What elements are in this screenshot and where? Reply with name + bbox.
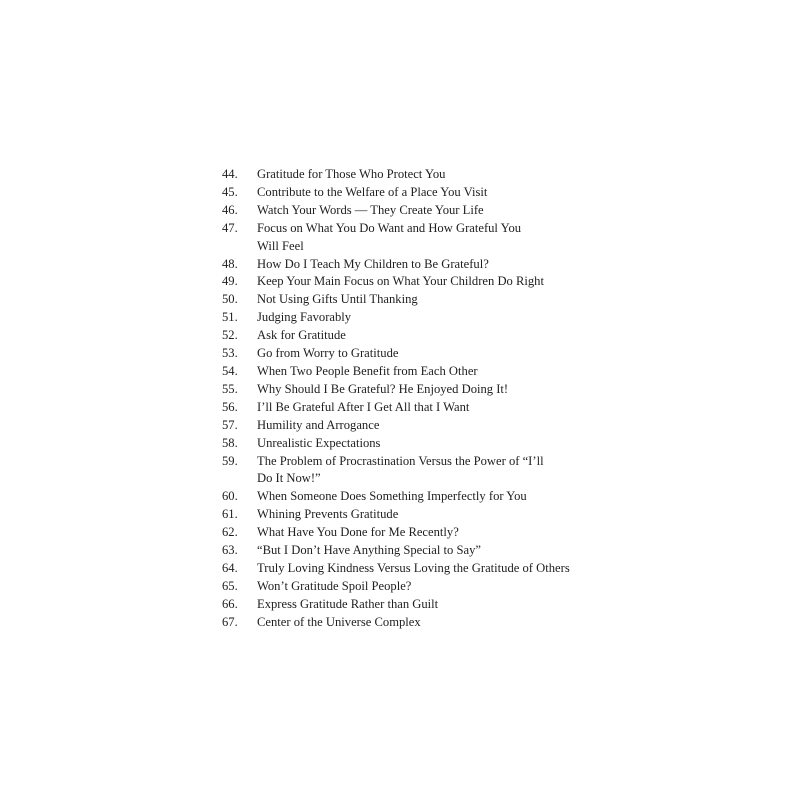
- toc-entry: [222, 560, 582, 578]
- entry-title: Express Gratitude Rather than Guilt: [257, 596, 439, 611]
- toc-entry: [222, 256, 582, 274]
- toc-entry: [222, 488, 582, 506]
- entry-number: 51.: [222, 310, 238, 325]
- entry-number: 64.: [222, 560, 238, 575]
- toc-entry: [222, 220, 582, 256]
- toc-entry: [222, 327, 582, 345]
- toc-entry: [222, 363, 582, 381]
- entry-title: When Someone Does Something Imperfectly for You: [257, 489, 527, 504]
- toc-entry: [222, 381, 582, 399]
- entry-title: Humility and Arrogance: [257, 417, 380, 432]
- entry-number: 62.: [222, 525, 238, 540]
- entry-title: Keep Your Main Focus on What Your Children Do Right: [257, 274, 544, 289]
- entry-title: Contribute to the Welfare of a Place You Visit: [257, 184, 488, 199]
- entry-title: Gratitude for Those Who Protect You: [257, 167, 446, 181]
- entry-title: Focus on What You Do Want and How Grateful You Will Feel: [257, 220, 522, 253]
- toc-entry: [222, 202, 582, 220]
- entry-number: 50.: [222, 292, 238, 307]
- entry-title: Not Using Gifts Until Thanking: [257, 292, 418, 307]
- entry-number: 52.: [222, 328, 238, 343]
- entry-number: 65.: [222, 578, 238, 593]
- entry-number: 60.: [222, 489, 238, 504]
- entry-number: 66.: [222, 596, 238, 611]
- entry-number: 48.: [222, 256, 238, 271]
- toc-entry: [222, 524, 582, 542]
- table-of-contents: [222, 166, 582, 632]
- toc-entry: [222, 506, 582, 524]
- entry-number: 57.: [222, 417, 238, 432]
- entry-number: 63.: [222, 543, 238, 558]
- entry-number: 44.: [222, 167, 238, 181]
- entry-title: I’ll Be Grateful After I Get All that I Want: [257, 399, 470, 414]
- entry-title: What Have You Done for Me Recently?: [257, 525, 459, 540]
- entry-number: 46.: [222, 202, 238, 217]
- toc-entry: [222, 309, 582, 327]
- toc-entry: [222, 273, 582, 291]
- toc-entry: [222, 614, 582, 632]
- entry-title: Ask for Gratitude: [257, 328, 346, 343]
- entry-number: 58.: [222, 435, 238, 450]
- entry-title: How Do I Teach My Children to Be Grateful?: [257, 256, 489, 271]
- toc-entry: [222, 345, 582, 363]
- entry-number: 56.: [222, 399, 238, 414]
- entry-number: 55.: [222, 381, 238, 396]
- entry-number: 53.: [222, 346, 238, 361]
- entry-title: Whining Prevents Gratitude: [257, 507, 399, 522]
- toc-entry: [222, 453, 582, 489]
- toc-entry: [222, 542, 582, 560]
- entry-number: 47.: [222, 220, 238, 235]
- toc-entry: [222, 291, 582, 309]
- entry-title: Won’t Gratitude Spoil People?: [257, 578, 412, 593]
- entry-title: Judging Favorably: [257, 310, 352, 325]
- toc-entry: [222, 399, 582, 417]
- entry-number: 54.: [222, 363, 238, 378]
- entry-number: 45.: [222, 184, 238, 199]
- toc-entry: [222, 166, 582, 184]
- entry-title: Truly Loving Kindness Versus Loving the Gratitude of Others: [257, 560, 570, 575]
- entry-title: Watch Your Words — They Create Your Life: [257, 202, 484, 217]
- toc-entry: [222, 435, 582, 453]
- toc-entry: [222, 578, 582, 596]
- entry-title: “But I Don’t Have Anything Special to Say”: [257, 543, 481, 558]
- entry-title: The Problem of Procrastination Versus the Power of “I’ll Do It Now!”: [257, 453, 544, 486]
- toc-entry: [222, 184, 582, 202]
- entry-number: 49.: [222, 274, 238, 289]
- entry-title: Center of the Universe Complex: [257, 614, 421, 629]
- toc-entry: [222, 596, 582, 614]
- entry-number: 59.: [222, 453, 238, 468]
- entry-title: When Two People Benefit from Each Other: [257, 363, 478, 378]
- toc-entry: [222, 417, 582, 435]
- entry-title: Unrealistic Expectations: [257, 435, 381, 450]
- entry-title: Go from Worry to Gratitude: [257, 346, 399, 361]
- entry-number: 61.: [222, 507, 238, 522]
- entry-title: Why Should I Be Grateful? He Enjoyed Doing It!: [257, 381, 509, 396]
- entry-number: 67.: [222, 614, 238, 629]
